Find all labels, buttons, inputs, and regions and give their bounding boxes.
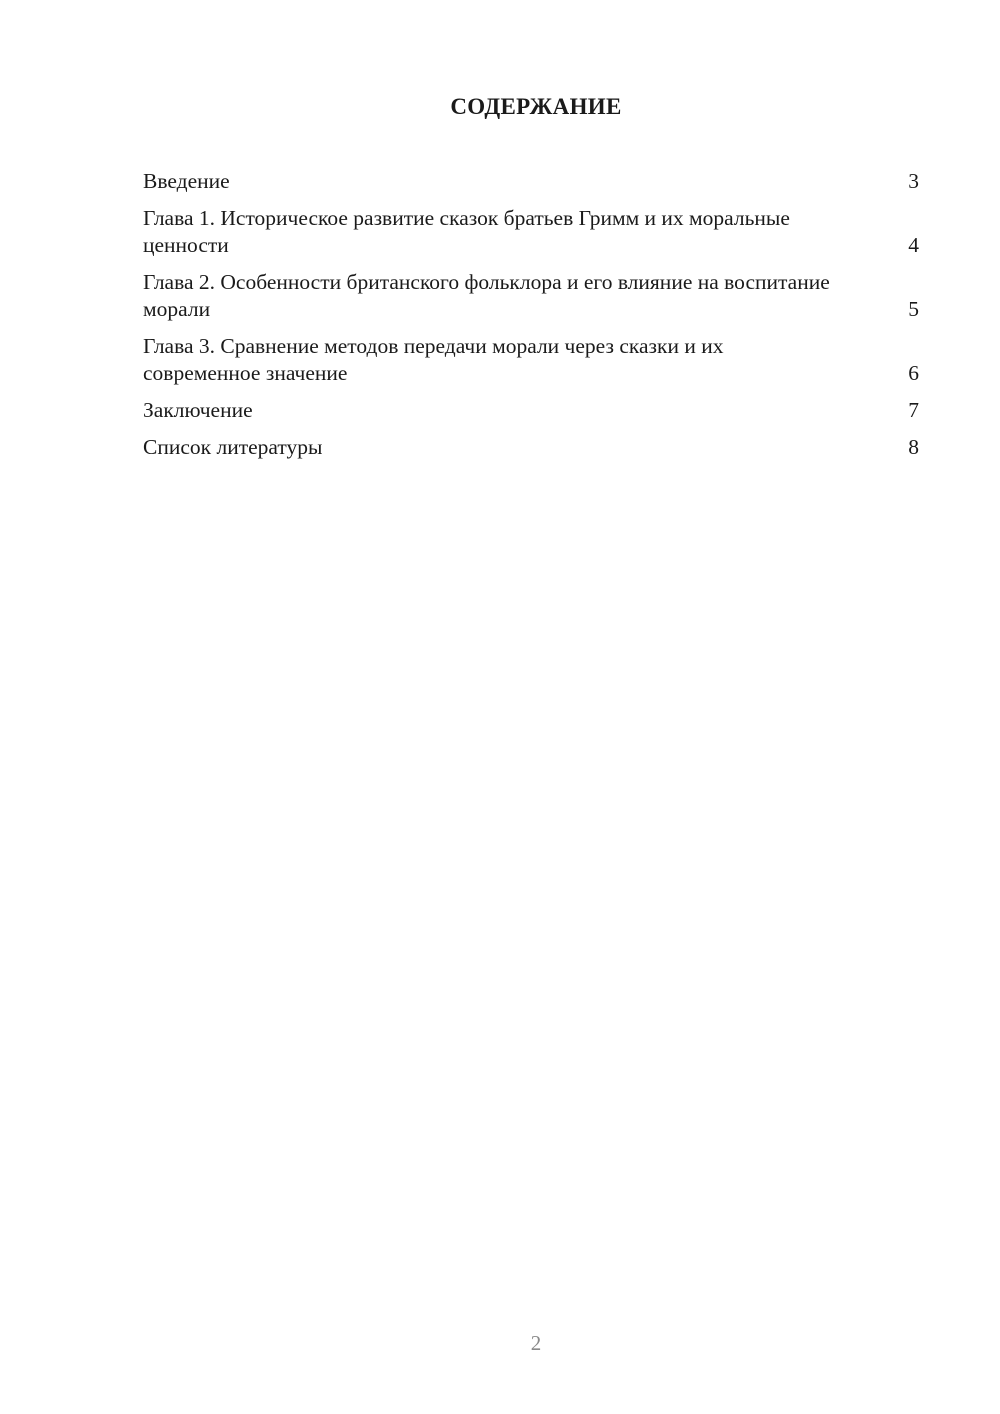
page-number: 2	[530, 1331, 542, 1355]
page-title: СОДЕРЖАНИЕ	[450, 94, 622, 119]
toc-entry-page: 4	[908, 233, 919, 257]
toc-entry-page: 7	[908, 398, 919, 422]
toc-entry-conclusion[interactable]	[143, 397, 919, 424]
toc-entry-introduction[interactable]	[143, 168, 919, 195]
toc-entry-text: Глава 3. Сравнение методов передачи морали через сказки и их современное значение	[143, 334, 724, 385]
toc-entry-references[interactable]	[143, 434, 919, 461]
toc-entry-page: 3	[908, 169, 919, 193]
table-of-contents	[143, 168, 919, 471]
toc-entry-chapter-3[interactable]	[143, 333, 919, 387]
toc-entry-page: 8	[908, 435, 919, 459]
toc-entry-text: Глава 2. Особенности британского фольклора и его влияние на воспитание морали	[143, 270, 830, 321]
toc-entry-text: Заключение	[143, 398, 253, 422]
toc-entry-page: 5	[908, 297, 919, 321]
toc-entry-text: Введение	[143, 169, 230, 193]
toc-entry-chapter-2[interactable]	[143, 269, 919, 323]
toc-entry-text: Список литературы	[143, 435, 323, 459]
toc-entry-chapter-1[interactable]	[143, 205, 919, 259]
toc-entry-text: Глава 1. Историческое развитие сказок братьев Гримм и их моральные ценности	[143, 206, 790, 257]
toc-entry-page: 6	[908, 361, 919, 385]
